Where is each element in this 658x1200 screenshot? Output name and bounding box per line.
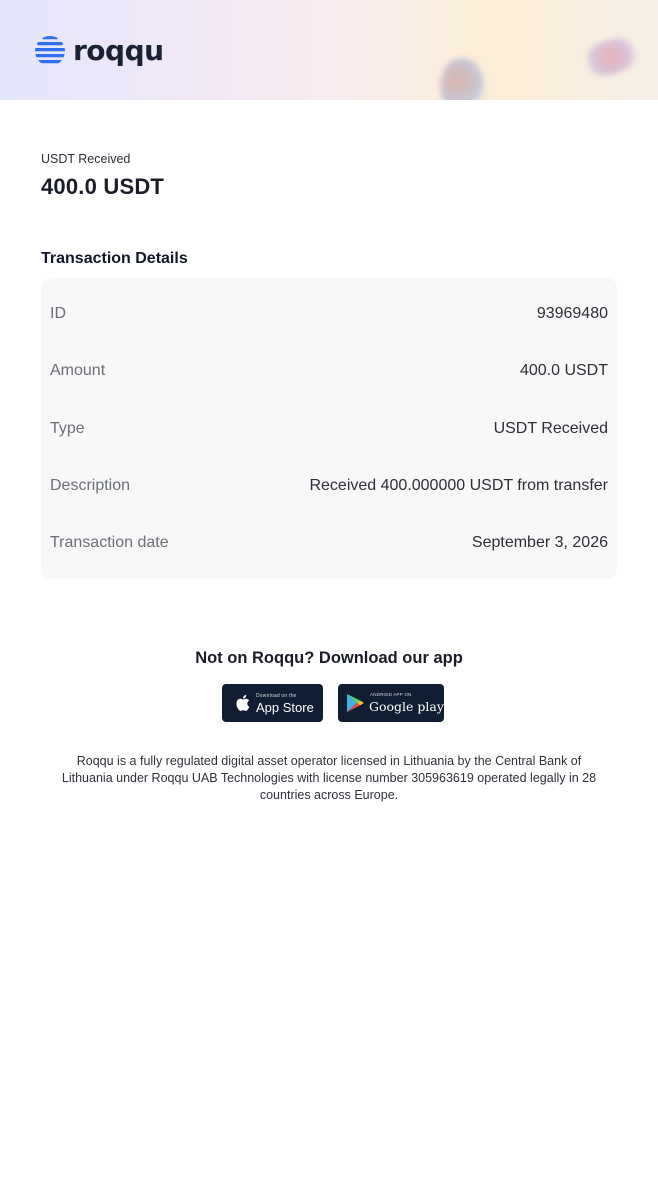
roqqu-logo[interactable]: [34, 34, 164, 68]
detail-value: September 3, 2026: [471, 534, 608, 551]
detail-row-description: [41, 471, 617, 501]
app-store-small-label: Download on the: [256, 693, 297, 699]
detail-label: ID: [50, 305, 66, 322]
app-store-label: App Store: [256, 700, 314, 715]
decorative-orb: [440, 58, 484, 100]
legal-disclaimer: Roqqu is a fully regulated digital asset operator licensed in Lithuania by the Central Bank of Lithuania under Roqqu UAB Technologies with license number 305963619 operated legally in 28 countries across Europe.: [61, 754, 597, 802]
transaction-amount: 400.0 USDT: [41, 174, 165, 199]
detail-row-id: [41, 299, 617, 329]
roqqu-globe-logo-icon: [34, 35, 66, 67]
detail-label: Description: [50, 477, 131, 494]
email-header-banner: [0, 0, 658, 100]
detail-value: 400.0 USDT: [519, 362, 608, 379]
detail-label: Amount: [50, 362, 106, 379]
google-play-label: Google play: [369, 699, 444, 714]
download-app-title: Not on Roqqu? Download our app: [195, 649, 463, 667]
transaction-type-label: USDT Received: [41, 152, 131, 166]
play-icon: [346, 693, 365, 713]
detail-value: 93969480: [536, 305, 608, 322]
detail-value: Received 400.000000 USDT from transfer: [309, 477, 608, 494]
transaction-details-title: Transaction Details: [41, 250, 188, 267]
detail-row-type: [41, 414, 617, 444]
detail-row-transaction-date: [41, 528, 617, 558]
app-store-button[interactable]: [222, 684, 323, 722]
decorative-orb: [578, 32, 644, 82]
detail-label: Transaction date: [50, 534, 169, 551]
google-play-button[interactable]: [338, 684, 444, 722]
google-play-small-label: ANDROID APP ON: [370, 692, 412, 697]
detail-label: Type: [50, 420, 85, 437]
brand-name: roqqu: [73, 34, 164, 67]
transaction-details-card: [41, 278, 617, 579]
detail-row-amount: [41, 356, 617, 386]
detail-value: USDT Received: [493, 420, 608, 437]
apple-icon: [235, 694, 250, 712]
